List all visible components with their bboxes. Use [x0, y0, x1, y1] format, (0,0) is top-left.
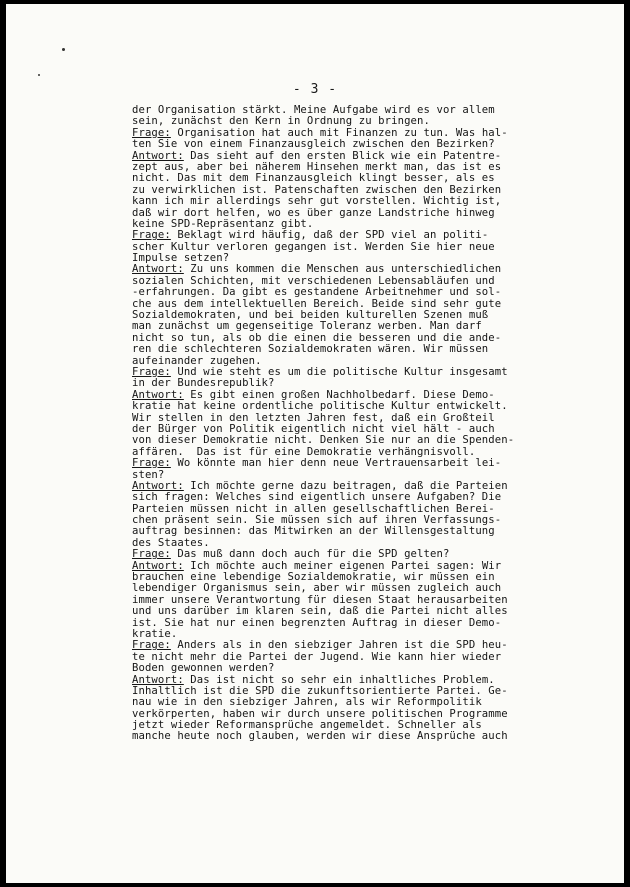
scan-speck	[62, 48, 65, 51]
line-text: von dieser Demokratie nicht. Denken Sie nur an die Spenden-	[132, 434, 515, 447]
line-text: manche heute noch glauben, werden wir diese Ansprüche auch	[132, 730, 508, 743]
speaker-label: Frage:	[132, 229, 171, 242]
line-text: Parteien müssen nicht in allen gesellschaftlichen Berei-	[132, 502, 495, 515]
line-text: immer unsere Verantwortung für diesen Staat herausarbeiten	[132, 593, 508, 606]
line-text: nicht. Das mit dem Finanzausgleich klingt besser, als es	[132, 172, 495, 185]
line-text: Inhaltlich ist die SPD die zukunftsorientierte Partei. Ge-	[132, 684, 508, 697]
line-text: nau wie in den siebziger Jahren, als wir Reformpolitik	[132, 696, 482, 709]
text-line	[132, 618, 612, 629]
line-text: Es gibt einen großen Nachholbedarf. Diese Demo-	[183, 388, 495, 401]
speaker-label: Frage:	[132, 639, 171, 652]
line-text: Und wie steht es um die politische Kultur insgesamt	[170, 365, 508, 378]
line-text: Organisation hat auch mit Finanzen zu tun. Was hal-	[170, 126, 508, 139]
line-text: Anders als in den siebziger Jahren ist die SPD heu-	[170, 639, 508, 652]
document-page	[6, 4, 624, 883]
line-text: Wo könnte man hier denn neue Vertrauensarbeit lei-	[170, 457, 502, 470]
scan-speck	[38, 74, 40, 76]
line-text: keine SPD-Repräsentanz gibt.	[132, 217, 314, 230]
line-text: Boden gewonnen werden?	[132, 662, 275, 675]
speaker-label: Antwort:	[132, 673, 184, 686]
interview-text	[132, 105, 612, 743]
line-text: Impulse setzen?	[132, 252, 230, 265]
line-text: sein, zunächst den Kern in Ordnung zu bringen.	[132, 115, 430, 128]
text-line	[132, 731, 612, 742]
speaker-label: Frage:	[132, 126, 171, 139]
line-text: Ich möchte auch meiner eigenen Partei sagen: Wir	[183, 559, 502, 572]
speaker-label: Antwort:	[132, 479, 184, 492]
line-text: Ich möchte gerne dazu beitragen, daß die Parteien	[183, 479, 508, 492]
line-text: ren die schlechteren Sozialdemokraten wären. Wir müssen	[132, 343, 489, 356]
speaker-label: Antwort:	[132, 559, 184, 572]
line-text: und uns darüber im klaren sein, daß die Partei nicht alles	[132, 605, 508, 618]
line-text: -erfahrungen. Da gibt es gestandene Arbeitnehmer und sol-	[132, 286, 502, 299]
page-number: - 3 -	[292, 82, 338, 97]
speaker-label: Frage:	[132, 548, 171, 561]
line-text: zept aus, aber bei näherem Hinsehen merkt man, das ist es	[132, 160, 502, 173]
line-text: nicht so tun, als ob die einen die besseren und die ande-	[132, 331, 502, 344]
line-text: zu verwirklichen ist. Patenschaften zwischen den Bezirken	[132, 183, 502, 196]
line-text: lebendiger Organismus sein, aber wir müssen zugleich auch	[132, 582, 502, 595]
line-text: kratie.	[132, 627, 178, 640]
line-text: ten Sie von einem Finanzausgleich zwischen den Bezirken?	[132, 138, 495, 151]
line-text: der Bürger von Politik eigentlich nicht viel hält - auch	[132, 422, 495, 435]
line-text: kratie hat keine ordentliche politische Kultur entwickelt.	[132, 400, 508, 413]
line-text: Das sieht auf den ersten Blick wie ein Patentre-	[183, 149, 502, 162]
line-text: che aus dem intellektuellen Bereich. Beide sind sehr gute	[132, 297, 502, 310]
line-text: chen präsent sein. Sie müssen sich auf ihren Verfassungs-	[132, 514, 502, 527]
line-text: Wir stellen in den letzten Jahren fest, daß ein Großteil	[132, 411, 495, 424]
line-text: Zu uns kommen die Menschen aus unterschiedlichen	[183, 263, 502, 276]
line-text: scher Kultur verloren gegangen ist. Werden Sie hier neue	[132, 240, 495, 253]
text-line	[132, 458, 612, 469]
line-text: des Staates.	[132, 536, 210, 549]
line-text: te nicht mehr die Partei der Jugend. Wie kann hier wieder	[132, 650, 502, 663]
line-text: kann ich mir allerdings sehr gut vorstellen. Wichtig ist,	[132, 195, 502, 208]
line-text: aufeinander zugehen.	[132, 354, 262, 367]
line-text: Sozialdemokraten, und bei beiden kulturellen Szenen muß	[132, 309, 489, 322]
line-text: sich fragen: Welches sind eigentlich unsere Aufgaben? Die	[132, 491, 502, 504]
speaker-label: Antwort:	[132, 388, 184, 401]
speaker-label: Antwort:	[132, 149, 184, 162]
line-text: Beklagt wird häufig, daß der SPD viel an politi-	[170, 229, 489, 242]
speaker-label: Frage:	[132, 365, 171, 378]
line-text: Das muß dann doch auch für die SPD gelten?	[170, 548, 450, 561]
speaker-label: Frage:	[132, 457, 171, 470]
line-text: Das ist nicht so sehr ein inhaltliches Problem.	[183, 673, 495, 686]
speaker-label: Antwort:	[132, 263, 184, 276]
line-text: brauchen eine lebendige Sozialdemokratie, wir müssen ein	[132, 571, 495, 584]
line-text: affären. Das ist für eine Demokratie verhängnisvoll.	[132, 445, 476, 458]
line-text: daß wir dort helfen, wo es über ganze Landstriche hinweg	[132, 206, 495, 219]
line-text: jetzt wieder Reformansprüche angemeldet. Schneller als	[132, 719, 482, 732]
line-text: in der Bundesrepublik?	[132, 377, 275, 390]
line-text: verkörperten, haben wir durch unsere politischen Programme	[132, 707, 508, 720]
line-text: der Organisation stärkt. Meine Aufgabe wird es vor allem	[132, 104, 495, 116]
line-text: sozialen Schichten, mit verschiedenen Lebensabläufen und	[132, 274, 495, 287]
line-text: auftrag besinnen: das Mitwirken an der Willensgestaltung	[132, 525, 495, 538]
line-text: sten?	[132, 468, 165, 481]
line-text: ist. Sie hat nur einen begrenzten Auftrag in dieser Demo-	[132, 616, 502, 629]
line-text: man zunächst um gegenseitige Toleranz werben. Man darf	[132, 320, 482, 333]
